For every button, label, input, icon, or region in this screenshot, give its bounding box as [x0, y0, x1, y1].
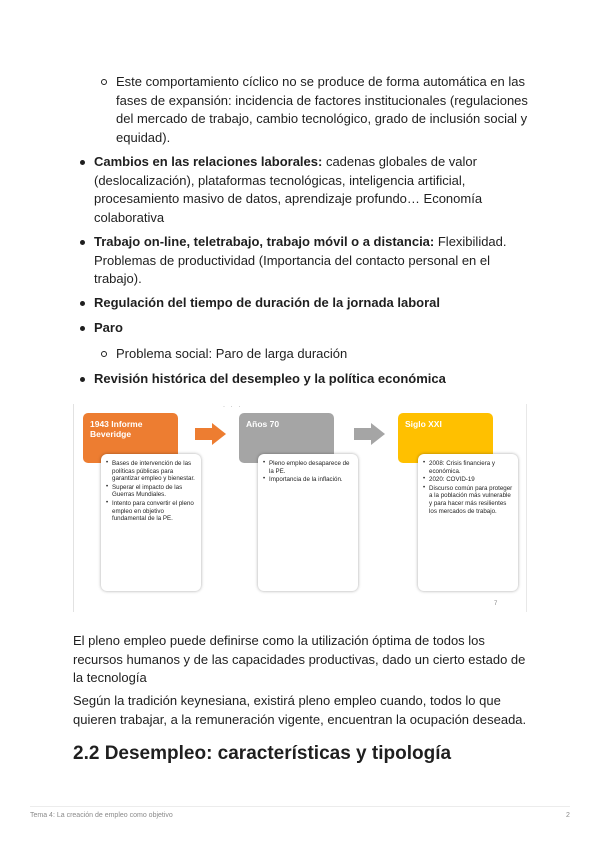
- bullet-telework: [94, 233, 534, 289]
- figure-top-dots: · · ·: [223, 404, 243, 410]
- timeline-item: • Bases de intervención de las políticas públicas para garantizar empleo y bienestar.: [112, 460, 196, 483]
- timeline-item: • Importancia de la inflación.: [269, 476, 353, 484]
- bullet-working-time: Regulación del tiempo de duración de la jornada laboral: [94, 294, 534, 313]
- section-heading: 2.2 Desempleo: características y tipología: [73, 743, 452, 764]
- paragraph-keynesian: Según la tradición keynesiana, existirá pleno empleo cuando, todos lo que quieren trabajar, a la remuneración vigente, encuentran la ocupación deseada.: [73, 693, 527, 727]
- footer-page-number: 2: [566, 812, 570, 819]
- timeline-card-xxi: [418, 454, 518, 591]
- timeline-header-xxi: Siglo XXI: [398, 413, 493, 463]
- bullet-unemployment: Paro: [94, 319, 534, 338]
- timeline-item: • Pleno empleo desaparece de la PE.: [269, 460, 353, 475]
- figure-right-border: [526, 404, 527, 612]
- bullet-labor-relations-title: Cambios en las relaciones laborales:: [94, 154, 323, 169]
- arrow-right-icon: [195, 423, 227, 445]
- timeline-header-beveridge: 1943 Informe Beveridge: [83, 413, 178, 463]
- arrow-right-icon: [354, 423, 386, 445]
- figure-left-border: [73, 404, 74, 612]
- bullet-telework-title: Trabajo on-line, teletrabajo, trabajo móvil o a distancia:: [94, 234, 435, 249]
- timeline-item: • 2008: Crisis financiera y económica.: [429, 460, 513, 475]
- timeline-figure: [73, 404, 528, 612]
- bullet-historical-review: Revisión histórica del desempleo y la política económica: [94, 370, 534, 389]
- timeline-card-70s: [258, 454, 358, 591]
- bullet-labor-relations: [94, 153, 534, 227]
- paragraph-full-employment: El pleno empleo puede definirse como la utilización óptima de todos los recursos humanos y de las capacidades productivas, dado un cierto estado de la tecnología: [73, 633, 526, 685]
- figure-page-mark: 7: [494, 601, 498, 607]
- footer-divider: [30, 806, 570, 807]
- footer-title: Tema 4: La creación de empleo como objetivo: [30, 812, 173, 819]
- sub-bullet-cyclical: Este comportamiento cíclico no se produce de forma automática en las fases de expansión: incidencia de factores institucionales (regulaciones del mercado de trabajo, cambio tecnológico, grado de inclusión social y equidad).: [116, 73, 536, 147]
- timeline-item: • Intento para convertir el pleno empleo en objetivo fundamental de la PE.: [112, 500, 196, 523]
- sub-bullet-long-term: Problema social: Paro de larga duración: [116, 345, 536, 364]
- bullet-labor-relations-text: cadenas globales de valor (deslocalización), plataformas tecnológicas, inteligencia artificial, procesamiento masivo de datos, aprendizaje profundo… Economía colaborativa: [94, 154, 483, 225]
- timeline-card-beveridge: [101, 454, 201, 591]
- timeline-item: • Superar el impacto de las Guerras Mundiales.: [112, 484, 196, 499]
- bullet-telework-text: Flexibilidad. Problemas de productividad (Importancia del contacto personal en el trabajo).: [94, 234, 507, 286]
- timeline-header-70s: Años 70: [239, 413, 334, 463]
- timeline-item: • Discurso común para proteger a la población más vulnerable y para hacer más resilientes los mercados de trabajo.: [429, 485, 513, 515]
- timeline-item: • 2020: COVID-19: [429, 476, 513, 484]
